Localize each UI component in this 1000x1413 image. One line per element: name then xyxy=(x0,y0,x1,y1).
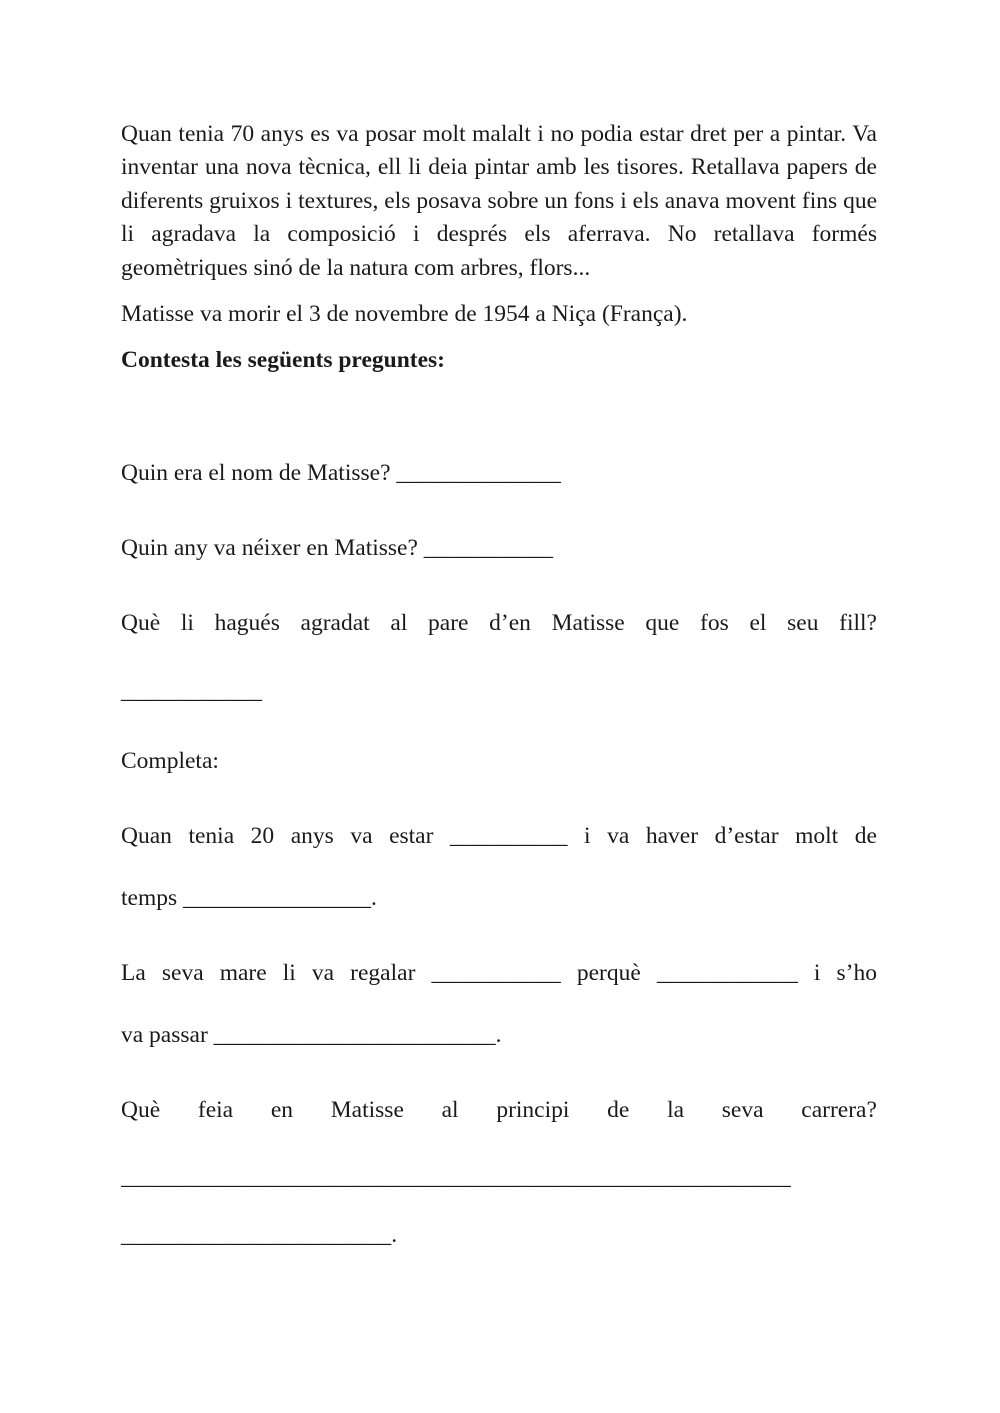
question-father-wish: Què li hagués agradat al pare d’en Matisse que fos el seu fill? xyxy=(121,610,877,636)
blank-gift[interactable]: ___________ xyxy=(431,960,561,986)
question-name: Quin era el nom de Matisse? ______________ xyxy=(121,460,561,486)
complete-sentence-1-line-1: Quan tenia 20 anys va estar __________ i va haver d’estar molt de xyxy=(121,823,877,849)
complete-sentence-1-line-2[interactable]: temps ________________. xyxy=(121,885,377,911)
blank-reason[interactable]: ____________ xyxy=(656,960,798,986)
blank-illness[interactable]: __________ xyxy=(450,823,568,849)
intro-section xyxy=(121,118,877,378)
complete-sentence-2-line-1: La seva mare li va regalar ___________ perquè ____________ i s’ho xyxy=(121,960,877,986)
question-birth-year: Quin any va néixer en Matisse? ___________ xyxy=(121,535,554,561)
answer-blank-career-line-2[interactable]: _______________________. xyxy=(121,1222,398,1248)
answer-blank-career-line-1[interactable]: _________________________________________________________ xyxy=(121,1164,791,1190)
question-career-start: Què feia en Matisse al principi de la seva carrera? xyxy=(121,1097,877,1123)
complete-sentence-2-line-2[interactable]: va passar ________________________. xyxy=(121,1022,502,1048)
complete-heading: Completa: xyxy=(121,748,219,774)
answer-blank-father-wish[interactable]: ____________ xyxy=(121,678,262,704)
questions-heading: Contesta les següents preguntes: xyxy=(121,347,445,374)
death-sentence: Matisse va morir el 3 de novembre de 1954 a Niça (França). xyxy=(121,301,688,328)
intro-paragraph: Quan tenia 70 anys es va posar molt malalt i no podia estar dret per a pintar. Va inventar una nova tècnica, ell li deia pintar amb les tisores. Retallava papers de diferents gruixos i textures, els posava sobre un fons i els anava movent fins que li agradava la composició i després els aferrava. No retallava formés geomètriques sinó de la natura com arbres, flors... xyxy=(121,121,877,281)
